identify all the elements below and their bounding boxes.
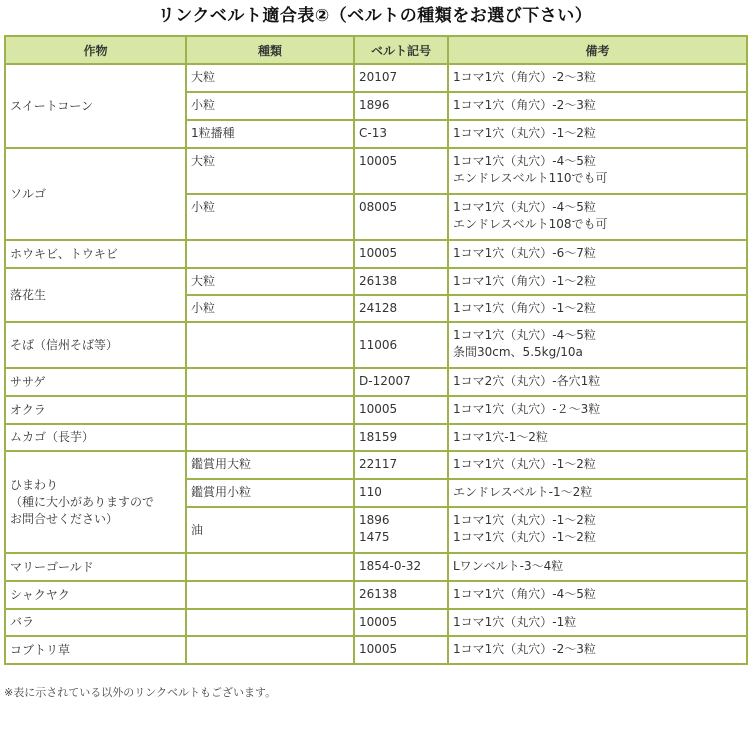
note-cell: エンドレスベルト-1～2粒 [448, 479, 747, 507]
crop-cell: ホウキビ、トウキビ [5, 240, 186, 268]
belt-cell: 10005 [354, 636, 448, 664]
belt-cell: 24128 [354, 295, 448, 322]
note-cell: 1コマ1穴（角穴）-4～5粒 [448, 581, 747, 609]
note-cell [448, 322, 747, 368]
note-cell: 1コマ1穴（丸穴）-２～3粒 [448, 396, 747, 424]
note-cell: 1コマ1穴-1～2粒 [448, 424, 747, 451]
belt-cell: C-13 [354, 120, 448, 148]
kind-cell [186, 424, 354, 451]
table-row [5, 396, 747, 424]
belt-cell: 22117 [354, 451, 448, 479]
note-cell: 1コマ1穴（丸穴）-1粒 [448, 609, 747, 636]
belt-cell: 1896 [354, 92, 448, 120]
kind-cell: 大粒 [186, 268, 354, 295]
note-line: 1コマ1穴（丸穴）-4～5粒 [453, 200, 596, 214]
crop-cell: シャクヤク [5, 581, 186, 609]
table-row [5, 553, 747, 581]
belt-cell: 08005 [354, 194, 448, 240]
crop-line: ひまわり [10, 477, 59, 492]
note-line: 1コマ1穴（丸穴）-1～2粒 [453, 513, 596, 527]
note-cell: 1コマ1穴（丸穴）-1～2粒 [448, 451, 747, 479]
kind-cell [186, 636, 354, 664]
page-title: リンクベルト適合表②（ベルトの種類をお選び下さい） [157, 6, 593, 26]
kind-cell [186, 581, 354, 609]
note-cell: Lワンベルト-3～4粒 [448, 553, 747, 581]
crop-line: お問合せください） [10, 511, 119, 526]
crop-cell: そば（信州そば等） [5, 322, 186, 368]
belt-cell: 10005 [354, 240, 448, 268]
belt-cell: 110 [354, 479, 448, 507]
belt-cell: 26138 [354, 268, 448, 295]
belt-cell: 26138 [354, 581, 448, 609]
belt-cell: 20107 [354, 64, 448, 92]
table-row [5, 636, 747, 664]
note-cell: 1コマ1穴（角穴）-1～2粒 [448, 268, 747, 295]
table-row [5, 451, 747, 479]
table-row [5, 581, 747, 609]
kind-cell [186, 609, 354, 636]
note-line: エンドレスベルト110でも可 [453, 171, 608, 185]
kind-cell: 大粒 [186, 64, 354, 92]
belt-cell [354, 507, 448, 553]
note-line: 条間30cm、5.5kg/10a [453, 345, 583, 359]
crop-cell: ムカゴ（長芋） [5, 424, 186, 451]
crop-cell: オクラ [5, 396, 186, 424]
belt-line: 1475 [359, 530, 390, 544]
table-row [5, 240, 747, 268]
crop-line: （種に大小がありますので [10, 494, 155, 509]
kind-cell: 鑑賞用小粒 [186, 479, 354, 507]
table-row [5, 64, 747, 92]
crop-cell: ササゲ [5, 368, 186, 396]
belt-cell: 10005 [354, 396, 448, 424]
table-row [5, 609, 747, 636]
note-line: 1コマ1穴（丸穴）-1～2粒 [453, 530, 596, 544]
note-cell: 1コマ1穴（角穴）-2～3粒 [448, 92, 747, 120]
note-cell [448, 194, 747, 240]
crop-cell: スイートコーン [5, 64, 186, 148]
note-cell: 1コマ1穴（丸穴）-6～7粒 [448, 240, 747, 268]
crop-cell: バラ [5, 609, 186, 636]
note-line: 1コマ1穴（丸穴）-4～5粒 [453, 328, 596, 342]
crop-cell: コブトリ草 [5, 636, 186, 664]
note-cell: 1コマ1穴（丸穴）-1～2粒 [448, 120, 747, 148]
kind-cell [186, 240, 354, 268]
footnote: ※表に示されている以外のリンクベルトもございます。 [4, 686, 277, 699]
header-remarks: 備考 [448, 36, 747, 64]
table-row [5, 148, 747, 194]
note-cell: 1コマ1穴（角穴）-2～3粒 [448, 64, 747, 92]
crop-cell: マリーゴールド [5, 553, 186, 581]
belt-cell: 18159 [354, 424, 448, 451]
table-header-row [5, 36, 747, 64]
kind-cell [186, 396, 354, 424]
kind-cell: 小粒 [186, 92, 354, 120]
belt-cell: 10005 [354, 609, 448, 636]
belt-cell: 11006 [354, 322, 448, 368]
kind-cell: 小粒 [186, 194, 354, 240]
table-row [5, 322, 747, 368]
crop-cell: ソルゴ [5, 148, 186, 240]
kind-cell [186, 368, 354, 396]
table-row [5, 268, 747, 295]
kind-cell: 油 [186, 507, 354, 553]
note-cell: 1コマ1穴（丸穴）-2～3粒 [448, 636, 747, 664]
belt-cell: 1854-0-32 [354, 553, 448, 581]
note-line: エンドレスベルト108でも可 [453, 217, 608, 231]
header-kind: 種類 [186, 36, 354, 64]
kind-cell [186, 553, 354, 581]
note-cell [448, 148, 747, 194]
belt-cell: 10005 [354, 148, 448, 194]
crop-cell [5, 451, 186, 553]
belt-compatibility-table [4, 35, 748, 665]
table-row [5, 368, 747, 396]
header-belt-code: ベルト記号 [354, 36, 448, 64]
kind-cell [186, 322, 354, 368]
kind-cell: 大粒 [186, 148, 354, 194]
crop-cell: 落花生 [5, 268, 186, 322]
header-crop: 作物 [5, 36, 186, 64]
belt-cell: D-12007 [354, 368, 448, 396]
note-cell: 1コマ2穴（丸穴）-各穴1粒 [448, 368, 747, 396]
note-cell [448, 507, 747, 553]
table-row [5, 424, 747, 451]
kind-cell: 1粒播種 [186, 120, 354, 148]
kind-cell: 小粒 [186, 295, 354, 322]
note-line: 1コマ1穴（丸穴）-4～5粒 [453, 154, 596, 168]
note-cell: 1コマ1穴（角穴）-1～2粒 [448, 295, 747, 322]
kind-cell: 鑑賞用大粒 [186, 451, 354, 479]
belt-line: 1896 [359, 513, 390, 527]
